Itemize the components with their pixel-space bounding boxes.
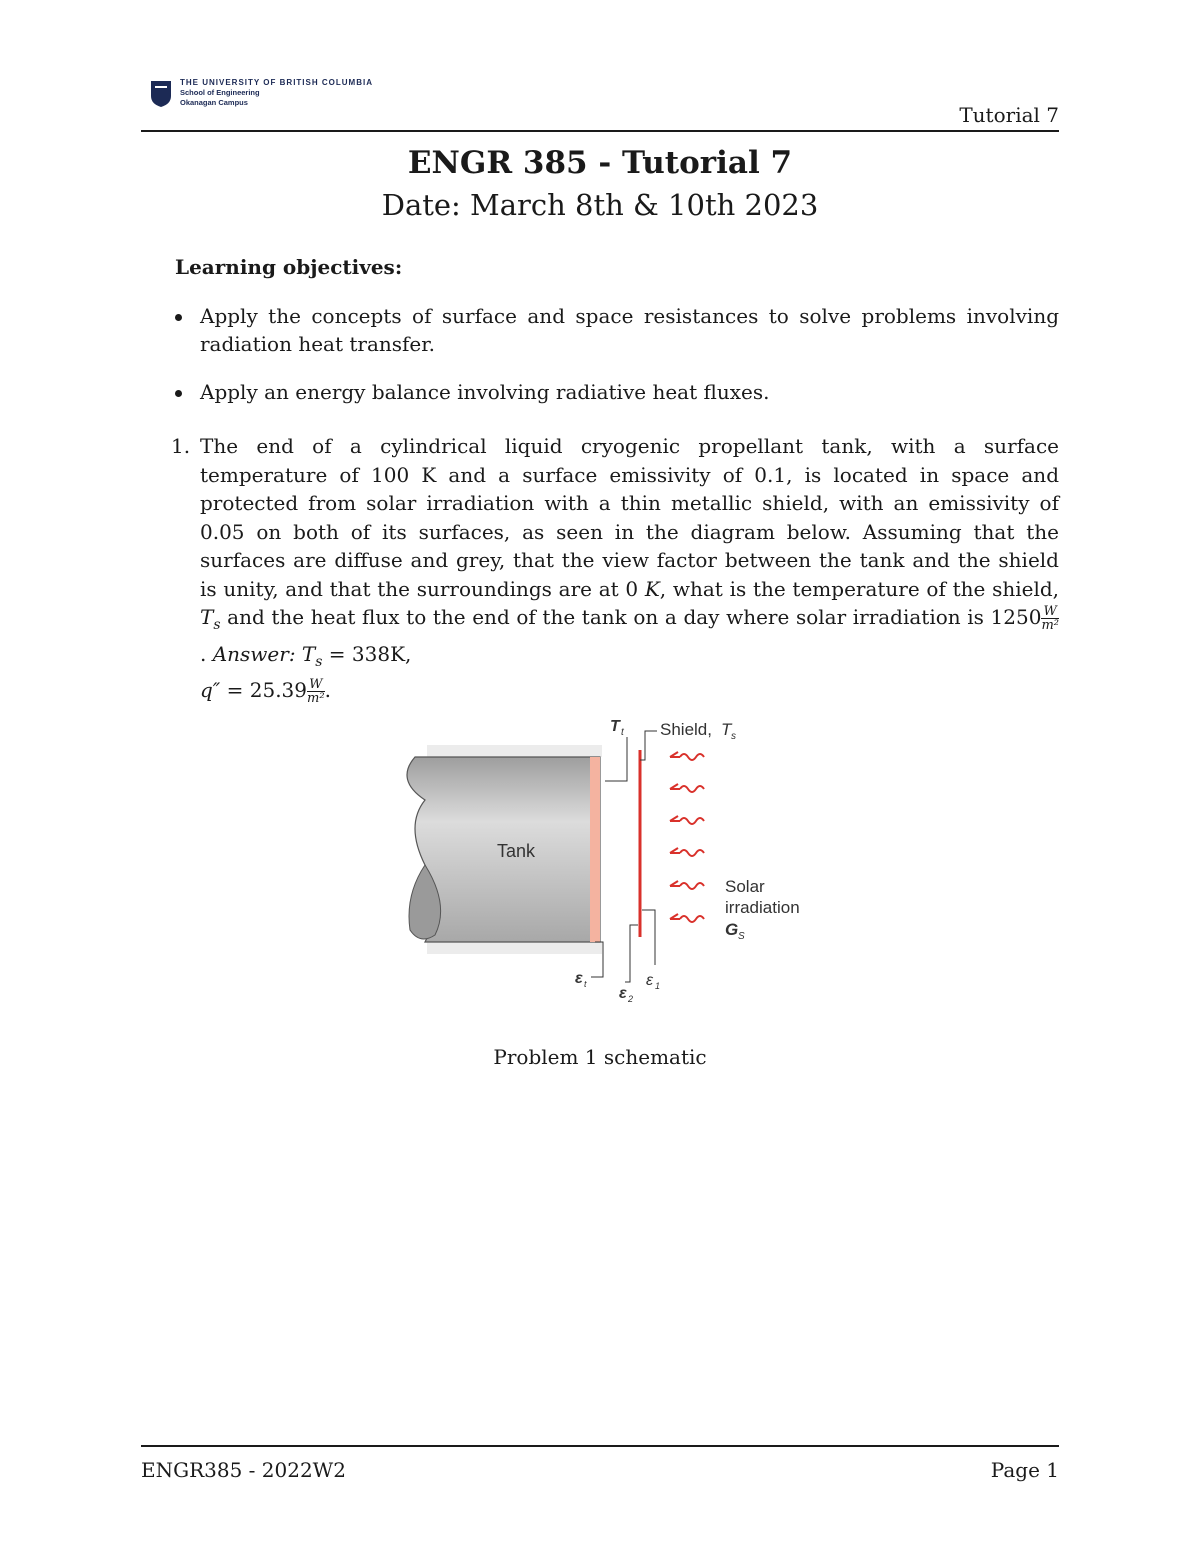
- learning-objectives-heading: Learning objectives:: [175, 255, 403, 279]
- tank-temp-sub: t: [621, 727, 624, 738]
- unit-numerator: W: [1041, 605, 1059, 619]
- answer-label: Answer:: [212, 641, 296, 666]
- header-rule: [141, 130, 1059, 132]
- solar-arrows: [670, 752, 704, 922]
- logo-text: [180, 78, 373, 108]
- insulation-top: [427, 745, 602, 757]
- solar-arrow-icon: [670, 752, 704, 760]
- problem-text: , what is the temperature of the shield,: [659, 576, 1060, 601]
- solar-arrow-icon: [670, 881, 704, 889]
- footer-page-number: Page 1: [990, 1458, 1059, 1482]
- objective-text: Apply an energy balance involving radiative heat fluxes.: [200, 380, 770, 404]
- answer-ts-subscript: s: [315, 653, 323, 670]
- tank-temp-label: T: [610, 718, 620, 735]
- tank-label: Tank: [497, 841, 536, 861]
- ubc-logo: [150, 78, 380, 118]
- answer-ts-symbol: T: [301, 641, 316, 666]
- logo-university-name: THE UNIVERSITY OF BRITISH COLUMBIA: [180, 78, 373, 87]
- problem-text: and the heat flux to the end of the tank on a day where solar irradiation is 1250: [220, 605, 1042, 629]
- footer-rule: [141, 1445, 1059, 1447]
- problem-number: 1.: [171, 434, 191, 458]
- shield-temp-label: T: [721, 720, 732, 739]
- shield-temp-sub: s: [731, 731, 736, 742]
- schematic-diagram: [395, 705, 825, 1015]
- eps-2-label: ε: [619, 985, 627, 1002]
- logo-school-name: School of Engineering: [180, 88, 260, 97]
- solar-gs-label: G: [725, 920, 739, 939]
- bullet-icon: [175, 390, 182, 397]
- kelvin-unit: K: [644, 576, 660, 601]
- solar-gs-sub: S: [738, 931, 745, 942]
- solar-label-line2: irradiation: [725, 898, 800, 917]
- objective-text: Apply the concepts of surface and space resistances to solve problems involving radiation heat transfer.: [200, 304, 1059, 356]
- unit-denominator: m²: [1041, 618, 1059, 633]
- solar-label-line1: Solar: [725, 877, 765, 896]
- problem-1: 1. The end of a cylindrical liquid cryogenic propellant tank, with a surface temperature of 100 K and a surface emissivity of 0.1, is located in space and protected from solar irradiation with a thin metallic shield, with an emissivity of 0.05 on both of its surfaces, as seen in the diagram below. Assuming that the surfaces are diffuse and grey, that the view factor between the tank and the shield is unity, and that the surroundings are at 0 K, what is the temperature of the shield, $T_s$ and the heat flux to the end of the tank on a day where solar irradiation is 1250 $\frac{W}{\text{m²}}$ . Answer: $T_s = 338K$, q″ = 25.39 $\frac{W}{\text{m²}}$ .: [171, 434, 1060, 706]
- answer-q-symbol: q″: [200, 678, 221, 702]
- problem-1-schematic: [395, 705, 825, 1015]
- tank-temp-leader: [605, 737, 627, 781]
- insulation-bottom: [427, 942, 602, 954]
- eps-1-leader: [642, 910, 655, 965]
- unit-fraction: [1041, 605, 1059, 632]
- footer-course-label: ENGR385 - 2022W2: [141, 1458, 346, 1482]
- shield-temp-subscript: s: [213, 617, 221, 633]
- unit-denominator: m²: [307, 691, 325, 706]
- unit-fraction: [307, 678, 325, 705]
- eps-2-sub: 2: [628, 994, 634, 1004]
- eps-1-sub: 1: [655, 981, 661, 991]
- shield-leader: [640, 731, 657, 760]
- tank-end-face: [590, 757, 600, 942]
- solar-arrow-icon: [670, 784, 704, 792]
- figure-caption: Problem 1 schematic: [493, 1045, 707, 1069]
- unit-numerator: W: [307, 678, 325, 692]
- solar-arrow-icon: [670, 816, 704, 824]
- eps-t-sub: t: [584, 979, 587, 989]
- problem-text: The end of a cylindrical liquid cryogenic propellant tank, with a surface temperature of 100 K and a surface emissivity of 0.1, is located in space and protected from solar irradiation with a thin metallic shield, with an emissivity of 0.05 on both of its surfaces, as seen in the diagram below. Assuming that the surfaces are diffuse and grey, that the view factor between the tank and the shield is unity, and that the surroundings are at 0: [200, 434, 1059, 601]
- bullet-icon: [175, 314, 182, 321]
- eps-2-leader: [625, 925, 638, 982]
- shield-temp-symbol: T: [200, 605, 214, 629]
- eps-1-label: ε: [646, 972, 654, 989]
- solar-arrow-icon: [670, 914, 704, 922]
- objective-item: [200, 302, 1059, 358]
- ubc-crest-icon: [150, 80, 172, 108]
- page-date: Date: March 8th & 10th 2023: [381, 188, 819, 222]
- objective-item: [200, 378, 1059, 406]
- shield-label: Shield,: [660, 720, 712, 739]
- answer-q-value: = 25.39: [220, 678, 308, 702]
- answer-ts-value: = 338K,: [322, 641, 412, 666]
- logo-campus-name: Okanagan Campus: [180, 98, 248, 107]
- page-title: ENGR 385 - Tutorial 7: [407, 145, 793, 181]
- header-tutorial-label: Tutorial 7: [959, 103, 1059, 127]
- eps-t-label: ε: [575, 970, 583, 987]
- solar-arrow-icon: [670, 848, 704, 856]
